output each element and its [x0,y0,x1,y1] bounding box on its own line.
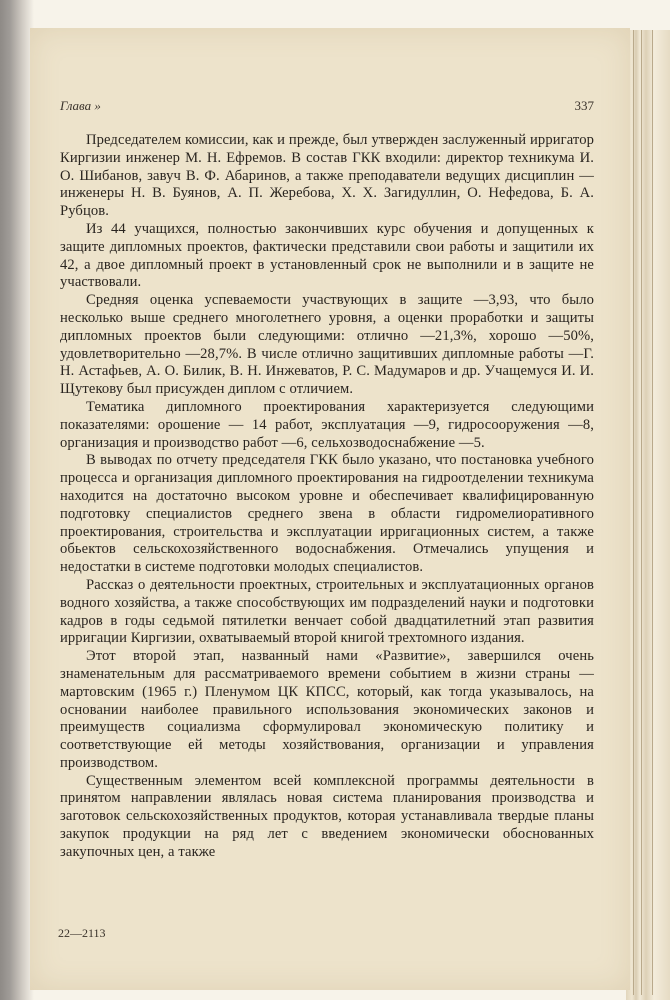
paragraph: Рассказ о деятельности проектных, строительных и эксплуатационных органов водного хозяйства, а также способствующих им подразделений науки и подготовки кадров в годы седьмой пятилетки венчает собой двадцатилетний этап развития ирригации Киргизии, охватываемый второй книгой трехтомного издания. [60,576,594,647]
printer-signature: 22—2113 [58,926,106,940]
body-text [60,132,594,862]
chapter-title: Глава » [60,98,101,113]
paragraph: Из 44 учащихся, полностью закончивших курс обучения и допущенных к защите дипломных проектов, фактически представили свои работы и защитили их 42, а двое дипломный проект в установленный срок не выполнили и в защите не участвовали. [60,220,594,291]
paragraph: Этот второй этап, названный нами «Развитие», завершился очень знаменательным для рассматриваемого времени событием в жизни страны — мартовским (1965 г.) Пленумом ЦК КПСС, который, как тогда указывалось, на основании наиболее правильного использования экономических законов и преимуществ социализма сформулировал экономическую политику и соответствующие ей методы хозяйствования, организации и управления производством. [60,648,594,771]
paragraph: Тематика дипломного проектирования характеризуется следующими показателями: орошение — 14 работ, эксплуатация —9, гидросооружения —8, организация и производство работ —6, сельхозводоснабжение —5. [60,398,594,451]
paragraph: В выводах по отчету председателя ГКК было указано, что постановка учебного процесса и организация дипломного проектирования на гидроотделении техникума находится на достаточно высоком уровне и обеспечивает квалифицированную подготовку специалистов среднего звена в области гидромелиоративного проектирования, строительства и эксплуатации ирригационных систем, а также обьектов сельскохозяйственного водоснабжения. Отмечались упущения и недостатки в системе подготовки молодых специалистов. [60,452,594,576]
page-edge-line [652,30,653,995]
paragraph: Председателем комиссии, как и прежде, был утвержден заслуженный ирригатор Киргизии инженер М. Н. Ефремов. В состав ГКК входили: директор техникума И. О. Шибанов, завуч В. Ф. Абаринов, а также преподаватели ведущих дисциплин — инженеры Н. В. Буянов, А. П. Жеребова, Х. Х. Загидуллин, О. Нефедова, Б. А. Рубцов. [60,132,594,220]
page-edge-line [633,30,634,995]
running-header [60,98,594,118]
paragraph: Существенным элементом всей комплексной программы деятельности в принятом направлении являлась новая система планирования производства и заготовок сельскохозяйственных продуктов, которая устанавливала твердые планы закупок продукции на ряд лет с введением экономически обоснованных закупочных цен, а также [60,772,594,860]
paragraph: Средняя оценка успеваемости участвующих в защите —3,93, что было несколько выше среднего многолетнего уровня, а оценки проработки и защиты дипломных проектов были следующими: отлично —21,3%, хорошо —50%, удовлетворительно —28,7%. В числе отлично защитивших дипломные работы —Г. Н. Астафьев, А. О. Билик, В. Н. Инжеватов, Р. С. Мадумаров и др. Учащемуся И. И. Щутекову был присужден диплом с отличием. [60,292,594,398]
page-edge-line [641,30,642,995]
page-number: 337 [574,98,594,113]
